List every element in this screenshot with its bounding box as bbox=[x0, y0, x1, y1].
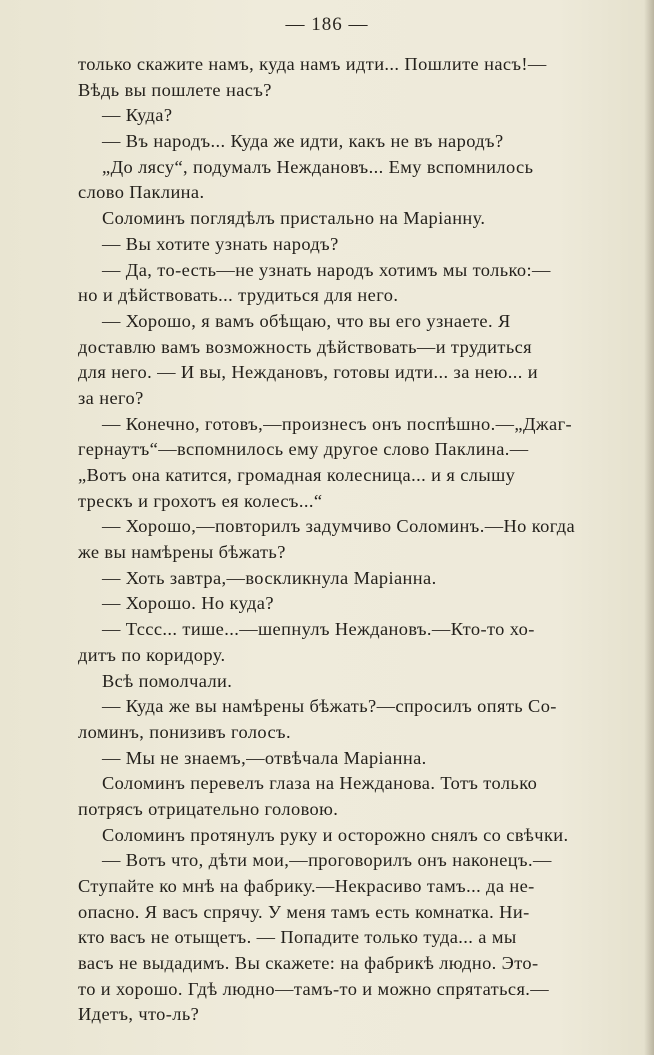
page-text bbox=[78, 52, 646, 1028]
text-line: но и дѣйствовать... трудиться для него. bbox=[78, 285, 399, 306]
text-line: — Тссс... тише...—шепнулъ Неждановъ.—Кто-то хо- bbox=[102, 619, 535, 640]
text-line: — Конечно, готовъ,—произнесъ онъ поспѣшно.—„Джаг- bbox=[102, 413, 573, 434]
text-line: Соломинъ перевелъ глаза на Нежданова. Тотъ только bbox=[102, 773, 538, 794]
text-line: Ступайте ко мнѣ на фабрику.—Некрасиво тамъ... да не- bbox=[78, 876, 535, 896]
text-line: Соломинъ протянулъ руку и осторожно снялъ со свѣчки. bbox=[102, 824, 569, 845]
text-line: — Хорошо, я вамъ обѣщаю, что вы его узнаете. Я bbox=[102, 310, 511, 331]
text-line: трескъ и грохотъ ея колесъ...“ bbox=[78, 490, 323, 511]
text-line: только скажите намъ, куда намъ идти... Пошлите насъ!— bbox=[78, 54, 547, 74]
text-line: — Вотъ что, дѣти мои,—проговорилъ онъ наконецъ.— bbox=[102, 850, 552, 871]
text-line: то и хорошо. Гдѣ людно—тамъ-то и можно спрятаться.— bbox=[78, 978, 550, 999]
text-line: „До лясу“, подумалъ Неждановъ... Ему вспомнилось bbox=[102, 156, 534, 177]
text-line: для него. — И вы, Неждановъ, готовы идти... за нею... и bbox=[78, 362, 538, 383]
text-line: — Хоть завтра,—воскликнула Маріанна. bbox=[102, 567, 437, 588]
text-line: — Хорошо,—повторилъ задумчиво Соломинъ.—Но когда bbox=[102, 516, 576, 537]
text-line: — Куда же вы намѣрены бѣжать?—спросилъ опять Со- bbox=[102, 696, 557, 717]
text-line: доставлю вамъ возможность дѣйствовать—и трудиться bbox=[78, 336, 533, 357]
text-line: васъ не выдадимъ. Вы скажете: на фабрикѣ людно. Это- bbox=[78, 953, 539, 974]
page-edge-shadow bbox=[644, 0, 654, 1055]
text-line: — Куда? bbox=[102, 105, 173, 126]
text-line: Соломинъ поглядѣлъ пристально на Маріанну. bbox=[102, 208, 486, 229]
text-line: же вы намѣрены бѣжать? bbox=[78, 542, 286, 563]
text-line: — Хорошо. Но куда? bbox=[102, 593, 274, 614]
text-line: Вѣдь вы пошлете насъ? bbox=[78, 79, 272, 100]
text-line: Идетъ, что-ль? bbox=[78, 1004, 200, 1025]
text-line: гернаутъ“—вспомнилось ему другое слово Паклина.— bbox=[78, 439, 529, 460]
text-line: слово Паклина. bbox=[78, 182, 205, 203]
text-line: кто васъ не отыщетъ. — Попадите только туда... а мы bbox=[78, 927, 517, 948]
text-line: за него? bbox=[78, 387, 144, 408]
text-line: — Вы хотите узнать народъ? bbox=[102, 233, 339, 254]
text-line: Всѣ помолчали. bbox=[102, 670, 233, 691]
text-line: — Мы не знаемъ,—отвѣчала Маріанна. bbox=[102, 747, 427, 768]
page-number: — 186 — bbox=[285, 14, 369, 35]
text-line: — Въ народъ... Куда же идти, какъ не въ народъ? bbox=[102, 131, 504, 152]
text-line: — Да, то-есть—не узнать народъ хотимъ мы только:— bbox=[102, 259, 551, 280]
text-line: потрясъ отрицательно головою. bbox=[78, 798, 339, 819]
text-line: ломинъ, понизивъ голосъ. bbox=[78, 721, 291, 742]
text-line: „Вотъ она катится, громадная колесница... и я слышу bbox=[78, 465, 516, 485]
text-line: дитъ по коридору. bbox=[78, 644, 226, 665]
text-line: опасно. Я васъ спрячу. У меня тамъ есть комнатка. Ни- bbox=[78, 901, 530, 922]
